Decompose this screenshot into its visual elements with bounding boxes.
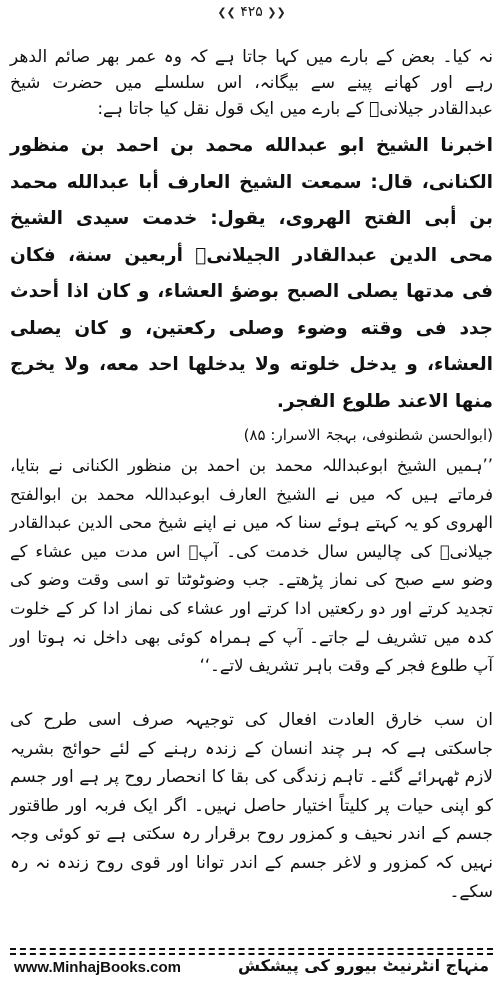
footer-divider bbox=[10, 948, 493, 950]
intro-paragraph: نہ کیا۔ بعض کے بارے میں کہا جاتا ہے کہ وہ عمر بھر صائم الدھر رہے اور کھانے پینے سے بیگانہ، اس سلسلے میں حضرت شیخ عبدالقادر جیلانیؒ کے بارے میں ایک قول نقل کیا جاتا ہے: bbox=[10, 47, 493, 119]
page-number-header bbox=[0, 4, 503, 20]
ornament-left-icon: ❮❮ bbox=[217, 6, 236, 19]
ornament-right-icon: ❯❯ bbox=[267, 6, 286, 19]
footer-divider-second bbox=[10, 953, 493, 955]
citation: (ابوالحسن شطنوفی، بہجۃ الاسرار: ۸۵) bbox=[243, 426, 493, 444]
page-number: ۴۲۵ bbox=[240, 4, 263, 20]
presenter-credit: منہاج انٹرنیٹ بیورو کی پیشکش bbox=[237, 956, 489, 975]
closing-paragraph: ان سب خارق العادت افعال کی توجیہہ صرف اسی طرح کی جاسکتی ہے کہ ہر چند انسان کے زندہ رہنے کے لئے حوائج بشریہ لازم ٹھہرائے گئے۔ تاہم زندگی کی بقا کا انحصار روح پر ہے اور جسم کو اپنی حیات پر کلیتاً اختیار حاصل نہیں۔ اگر ایک فربہ اور طاقتور جسم کے اندر نحیف و کمزور روح برقرار رہ سکتی ہے تو کوئی وجہ نہیں کہ کمزور و لاغر جسم کے اندر توانا اور قوی روح زندہ نہ رہ سکے۔ bbox=[10, 710, 493, 902]
website-link[interactable]: www.MinhajBooks.com bbox=[14, 959, 181, 976]
arabic-quote: اخبرنا الشيخ ابو عبدالله محمد بن احمد بن منظور الكنانى، قال: سمعت الشيخ العارف أبا عبدالله محمد بن أبى الفتح الهروى، يقول: خدمت سيدى الشيخ محى الدين عبدالقادر الجيلانىؓ أربعين سنة، فكان فى مدتها يصلى الصبح بوضؤ العشاء، و كان اذا أحدث جدد فى وقته وضوء وصلى ركعتين، و كان يصلى العشاء، و يدخل خلوته ولا يدخلها احد معه، ولا يخرج منها الاعند طلوع الفجر. bbox=[10, 135, 493, 412]
urdu-translation: ’’ہمیں الشیخ ابوعبداللہ محمد بن احمد بن منظور الکنانی نے بتایا، فرماتے ہیں کہ میں نے الشیخ العارف ابوعبداللہ محمد بن ابوالفتح الھروی کو یہ کہتے ہوئے سنا کہ میں نے اپنے شیخ محی الدین عبدالقادر جیلانیؒ کی چالیس سال خدمت کی۔ آپؒ اس مدت میں عشاء کے وضو سے صبح کی نماز پڑھتے۔ جب وضوٹوٹتا تو اسی وقت وضو کی تجدید کرتے اور دو رکعتیں ادا کرتے اور عشاء کی نماز ادا کر کے خلوت کدہ میں تشریف لے جاتے۔ آپ کے ہمراہ کوئی بھی داخل نہ ہوتا اور آپ طلوع فجر کے وقت باہر تشریف لاتے۔‘‘ bbox=[10, 456, 493, 676]
